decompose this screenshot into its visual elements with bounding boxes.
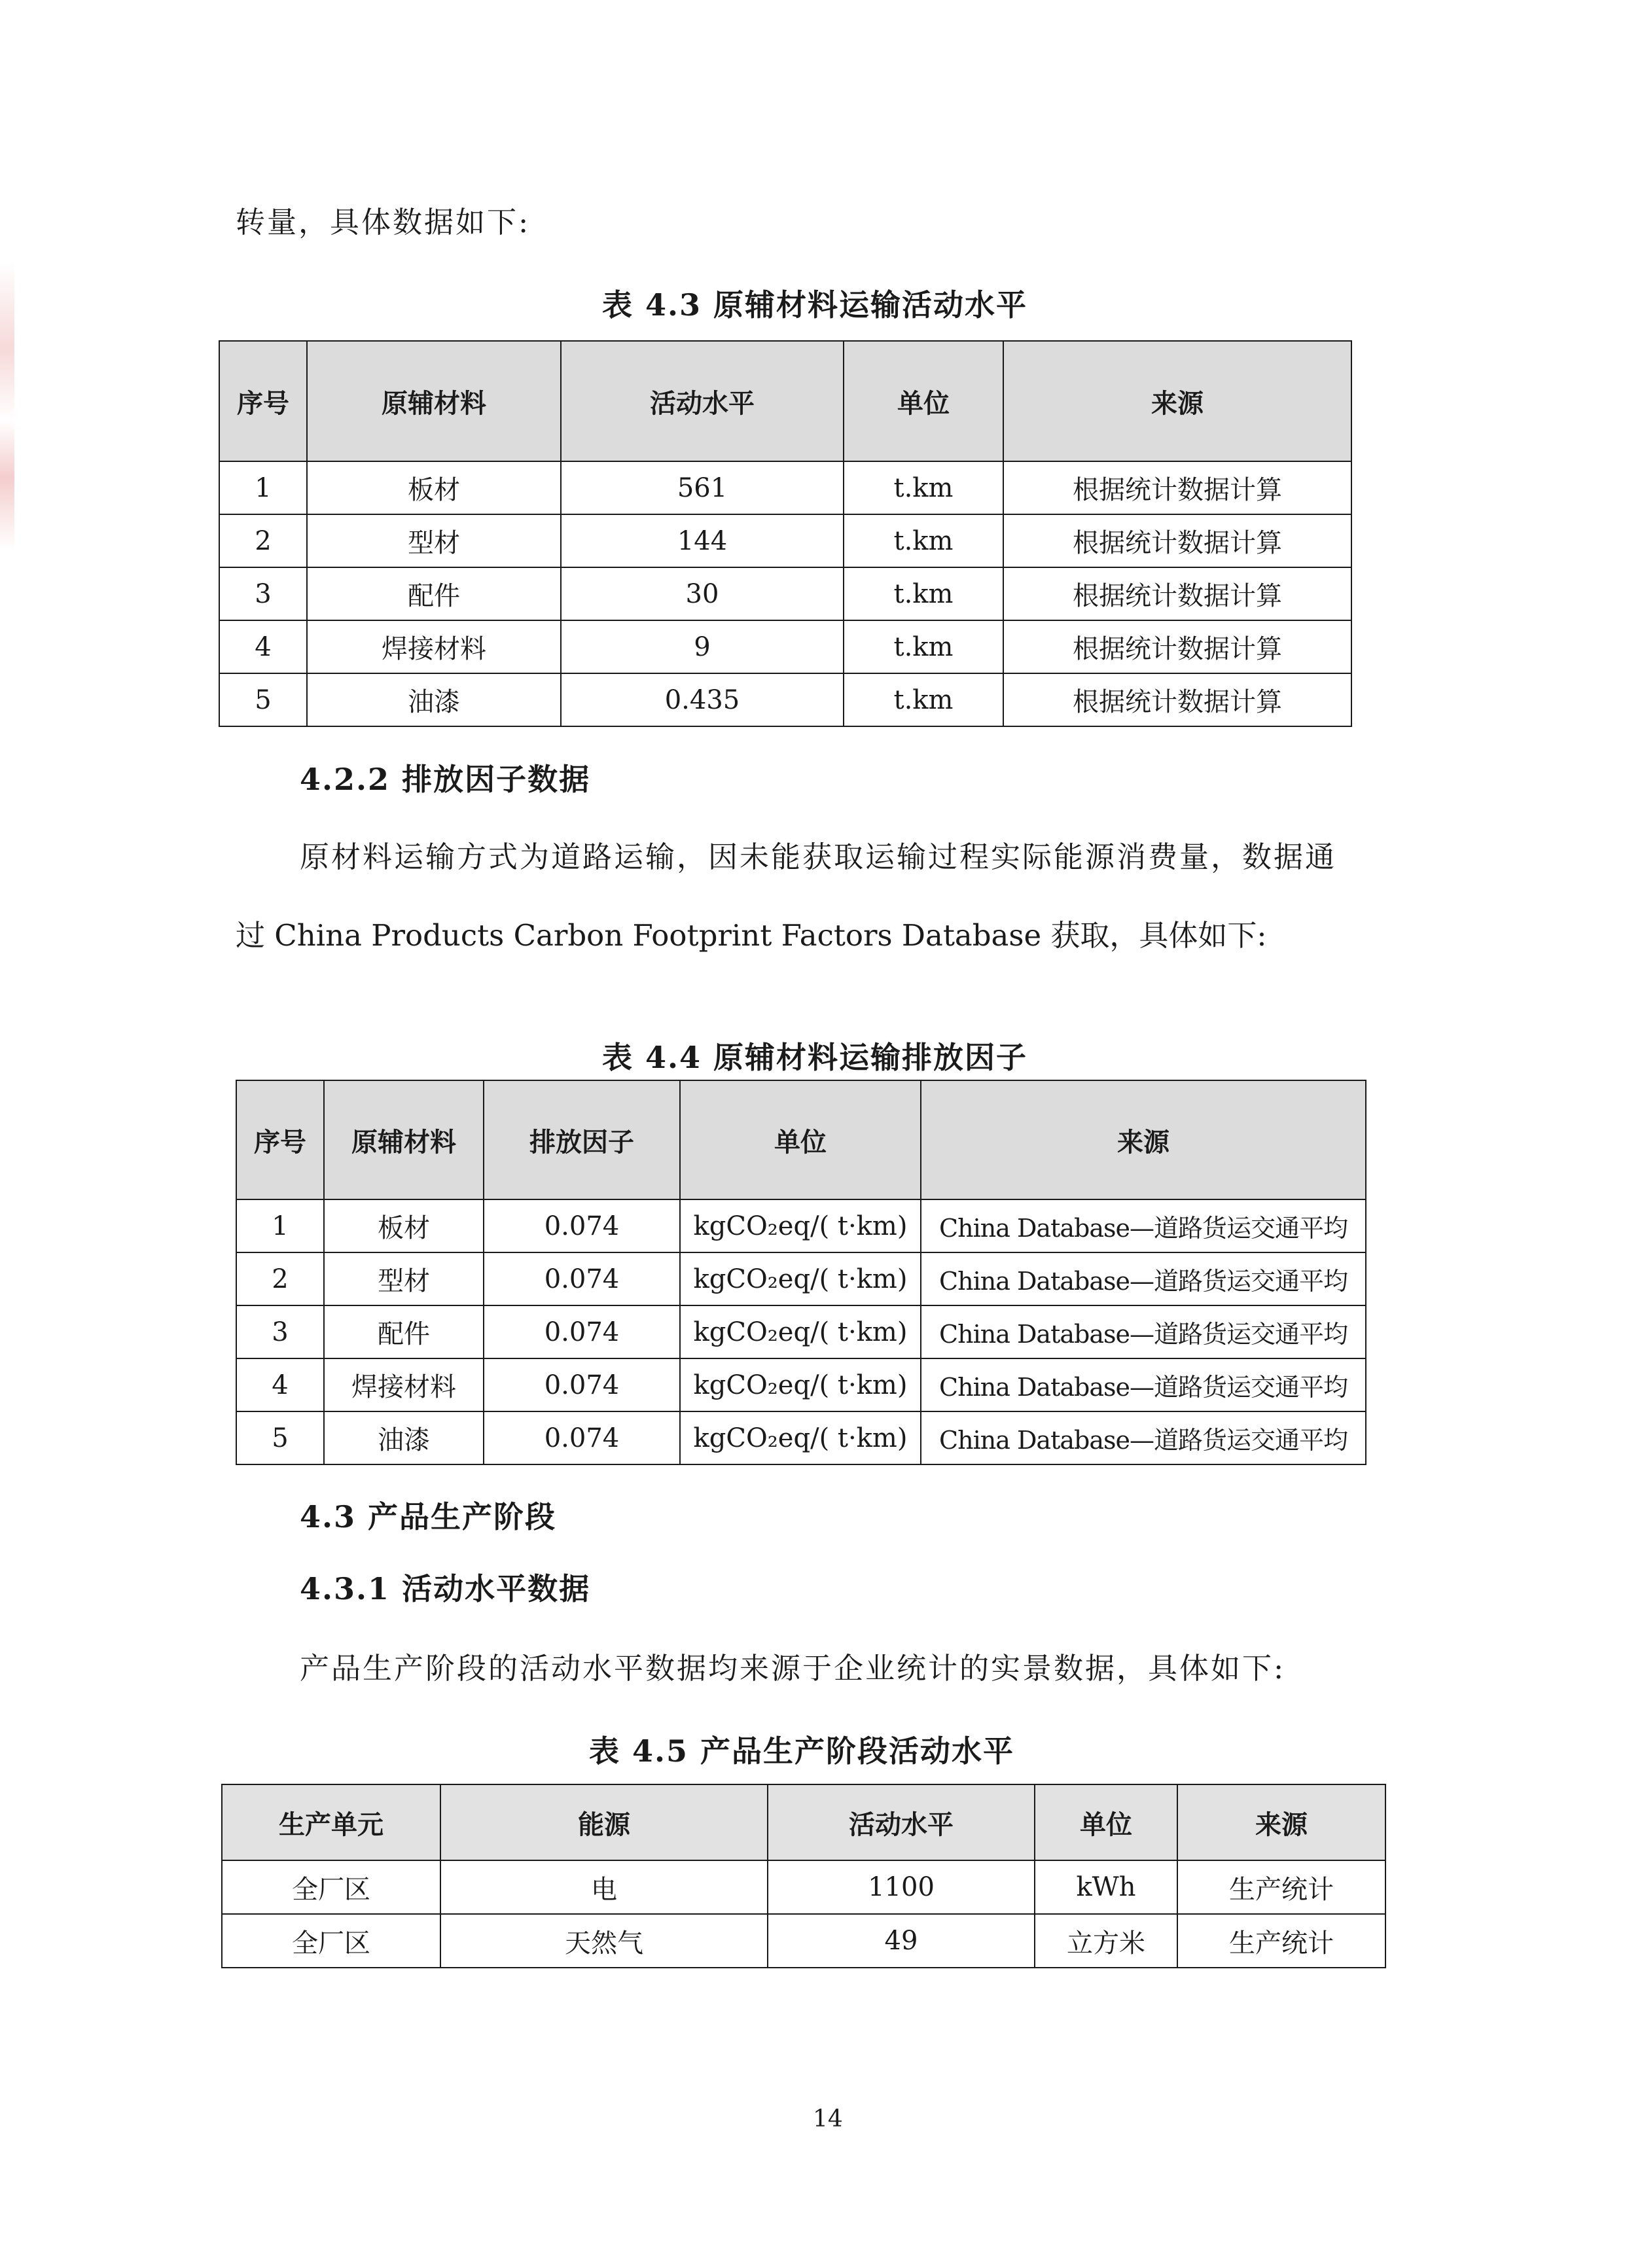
header-cell: 活动水平 <box>768 1784 1035 1860</box>
table-cell: 49 <box>768 1914 1035 1968</box>
table-cell: 1 <box>219 461 307 514</box>
section-4-3-1-heading: 4.3.1 活动水平数据 <box>300 1571 591 1606</box>
table-cell: 0.074 <box>484 1305 680 1358</box>
table-cell: 配件 <box>324 1305 484 1358</box>
table-cell: 全厂区 <box>222 1914 440 1968</box>
section-4-2-2-para-line1: 原材料运输方式为道路运输，因未能获取运输过程实际能源消费量，数据通 <box>300 840 1337 874</box>
table-cell: 生产统计 <box>1177 1914 1385 1968</box>
table-cell: t.km <box>844 673 1003 726</box>
table-cell: 1 <box>236 1199 324 1252</box>
header-cell: 序号 <box>219 341 307 461</box>
header-cell: 来源 <box>1177 1784 1385 1860</box>
table-cell: kgCO₂eq/( t·km) <box>680 1358 921 1411</box>
table-cell: China Database—道路货运交通平均 <box>921 1358 1366 1411</box>
table-cell: kgCO₂eq/( t·km) <box>680 1411 921 1464</box>
table-row <box>236 1358 1366 1411</box>
table-cell: 0.435 <box>561 673 844 726</box>
table-cell: 0.074 <box>484 1411 680 1464</box>
table-row <box>219 567 1351 620</box>
table-row <box>219 673 1351 726</box>
section-4-3-heading: 4.3 产品生产阶段 <box>300 1499 557 1534</box>
table-cell: 配件 <box>307 567 561 620</box>
table-cell: 30 <box>561 567 844 620</box>
intro-text: 转量，具体数据如下: <box>236 205 531 239</box>
table-cell: 4 <box>219 620 307 673</box>
table-cell: 根据统计数据计算 <box>1003 567 1351 620</box>
table-cell: 3 <box>219 567 307 620</box>
header-cell: 能源 <box>440 1784 768 1860</box>
table-cell: 4 <box>236 1358 324 1411</box>
table-cell: 561 <box>561 461 844 514</box>
table-cell: 2 <box>219 514 307 567</box>
table-row <box>236 1305 1366 1358</box>
header-cell: 来源 <box>921 1080 1366 1199</box>
table-row <box>222 1860 1385 1914</box>
table-cell: China Database—道路货运交通平均 <box>921 1305 1366 1358</box>
table-cell: kgCO₂eq/( t·km) <box>680 1199 921 1252</box>
header-cell: 单位 <box>1035 1784 1177 1860</box>
table-cell: China Database—道路货运交通平均 <box>921 1411 1366 1464</box>
header-cell: 原辅材料 <box>324 1080 484 1199</box>
table-cell: 焊接材料 <box>324 1358 484 1411</box>
table-row <box>222 1914 1385 1968</box>
header-cell: 活动水平 <box>561 341 844 461</box>
table-cell: China Database—道路货运交通平均 <box>921 1199 1366 1252</box>
table-cell: 根据统计数据计算 <box>1003 461 1351 514</box>
table-cell: 油漆 <box>324 1411 484 1464</box>
table-cell: 根据统计数据计算 <box>1003 673 1351 726</box>
table-cell: 型材 <box>324 1252 484 1305</box>
table-cell: t.km <box>844 567 1003 620</box>
table-cell: 5 <box>219 673 307 726</box>
table-cell: 0.074 <box>484 1358 680 1411</box>
table-4-5-caption: 表 4.5 产品生产阶段活动水平 <box>589 1733 1015 1769</box>
table-cell: 全厂区 <box>222 1860 440 1914</box>
table-cell: 根据统计数据计算 <box>1003 620 1351 673</box>
table-cell: 根据统计数据计算 <box>1003 514 1351 567</box>
header-cell: 单位 <box>844 341 1003 461</box>
table-4-5 <box>221 1784 1386 1968</box>
table-cell: kgCO₂eq/( t·km) <box>680 1252 921 1305</box>
header-cell: 来源 <box>1003 341 1351 461</box>
table-cell: 3 <box>236 1305 324 1358</box>
table-header-row <box>236 1080 1366 1199</box>
header-cell: 排放因子 <box>484 1080 680 1199</box>
table-cell: 生产统计 <box>1177 1860 1385 1914</box>
table-cell: 立方米 <box>1035 1914 1177 1968</box>
table-header-row <box>222 1784 1385 1860</box>
red-seal-mark <box>0 262 14 550</box>
header-cell: 原辅材料 <box>307 341 561 461</box>
table-4-4 <box>236 1080 1366 1465</box>
table-cell: China Database—道路货运交通平均 <box>921 1252 1366 1305</box>
table-4-4-caption: 表 4.4 原辅材料运输排放因子 <box>602 1040 1028 1075</box>
table-header-row <box>219 341 1351 461</box>
table-row <box>219 620 1351 673</box>
table-cell: 焊接材料 <box>307 620 561 673</box>
table-cell: 144 <box>561 514 844 567</box>
table-cell: 0.074 <box>484 1199 680 1252</box>
table-cell: 板材 <box>307 461 561 514</box>
table-cell: 天然气 <box>440 1914 768 1968</box>
table-cell: t.km <box>844 514 1003 567</box>
table-cell: 油漆 <box>307 673 561 726</box>
table-cell: t.km <box>844 461 1003 514</box>
table-row <box>236 1199 1366 1252</box>
table-cell: 2 <box>236 1252 324 1305</box>
header-cell: 单位 <box>680 1080 921 1199</box>
table-cell: 1100 <box>768 1860 1035 1914</box>
table-row <box>236 1411 1366 1464</box>
table-row <box>219 514 1351 567</box>
table-cell: t.km <box>844 620 1003 673</box>
table-cell: 5 <box>236 1411 324 1464</box>
table-4-3 <box>219 340 1352 727</box>
section-4-2-2-para-line2: 过 China Products Carbon Footprint Factors Database 获取，具体如下: <box>236 918 1267 953</box>
table-cell: 9 <box>561 620 844 673</box>
table-cell: 电 <box>440 1860 768 1914</box>
table-4-3-caption: 表 4.3 原辅材料运输活动水平 <box>602 287 1028 323</box>
table-cell: 型材 <box>307 514 561 567</box>
table-cell: 0.074 <box>484 1252 680 1305</box>
page-number: 14 <box>813 2106 843 2133</box>
section-4-3-1-para: 产品生产阶段的活动水平数据均来源于企业统计的实景数据，具体如下: <box>300 1651 1286 1686</box>
header-cell: 生产单元 <box>222 1784 440 1860</box>
table-cell: kgCO₂eq/( t·km) <box>680 1305 921 1358</box>
table-cell: 板材 <box>324 1199 484 1252</box>
header-cell: 序号 <box>236 1080 324 1199</box>
section-4-2-2-heading: 4.2.2 排放因子数据 <box>300 762 591 797</box>
table-row <box>236 1252 1366 1305</box>
table-cell: kWh <box>1035 1860 1177 1914</box>
table-row <box>219 461 1351 514</box>
